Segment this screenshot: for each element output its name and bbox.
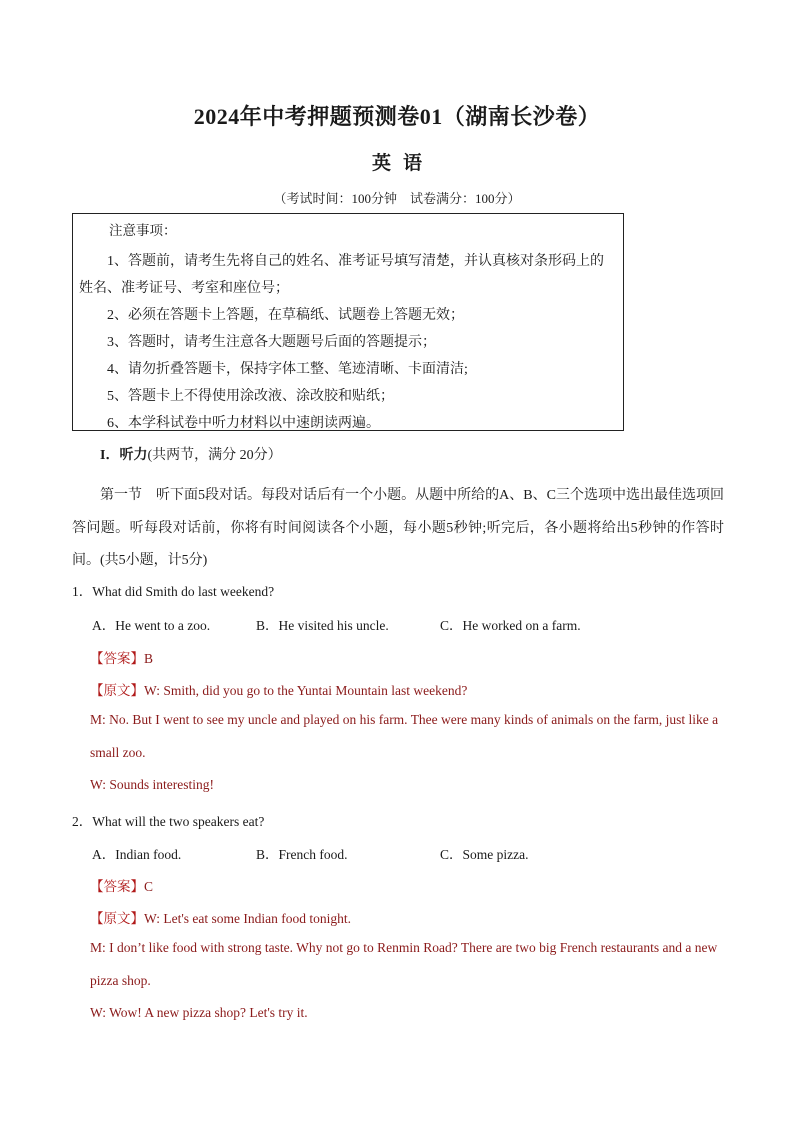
option-b: B．He visited his uncle. xyxy=(256,618,389,633)
notice-item: 6、本学科试卷中听力材料以中速朗读两遍。 xyxy=(107,416,380,431)
transcript-line: W: Wow! A new pizza shop? Let's try it. xyxy=(90,1005,308,1020)
exam-info: （考试时间：100分钟 试卷满分：100分） xyxy=(273,191,521,206)
section-name: 听力 xyxy=(119,448,148,463)
transcript-line: M: No. But I went to see my uncle and played on his farm. Thee were many kinds of animals on the farm, just like a small zoo. xyxy=(90,712,719,760)
notice-item: 1、答题前，请考生先将自己的姓名、准考证号填写清楚，并认真核对条形码上的姓名、准考证号、考室和座位号； xyxy=(79,254,604,296)
answer-label: 【答案】 xyxy=(90,879,144,894)
section-detail: (共两节，满分 20分） xyxy=(147,448,282,463)
option-a: A．He went to a zoo. xyxy=(92,618,211,633)
option-c: C．Some pizza. xyxy=(440,847,529,862)
notice-item: 4、请勿折叠答题卡，保持字体工整、笔迹清晰、卡面清洁; xyxy=(107,362,468,377)
question-stem: 1．What did Smith do last weekend? xyxy=(72,584,275,599)
section-number: I． xyxy=(100,448,120,463)
transcript-line: W: Sounds interesting! xyxy=(90,777,214,792)
notice-box xyxy=(72,213,624,431)
answer-label: 【答案】 xyxy=(90,651,144,666)
transcript-label: 【原文】 xyxy=(90,911,144,926)
page-title: 2024年中考押题预测卷01（湖南长沙卷） xyxy=(193,104,601,129)
answer-line xyxy=(90,875,153,895)
subject-heading: 英语 xyxy=(371,153,434,174)
transcript-text: W: Smith, did you go to the Yuntai Mountain last weekend? xyxy=(144,683,468,698)
answer-value: B xyxy=(144,651,154,666)
notice-item: 3、答题时，请考生注意各大题题号后面的答题提示； xyxy=(107,335,436,350)
notice-item: 2、必须在答题卡上答题，在草稿纸、试题卷上答题无效； xyxy=(107,308,464,323)
notice-item: 5、答题卡上不得使用涂改液、涂改胶和贴纸； xyxy=(107,389,394,404)
transcript-line: M: I don’t like food with strong taste. Why not go to Renmin Road? There are two big French restaurants and a new pizza shop. xyxy=(90,940,718,988)
transcript-label: 【原文】 xyxy=(90,683,144,698)
section-heading xyxy=(100,444,282,464)
answer-line xyxy=(90,647,153,667)
option-a: A．Indian food. xyxy=(92,847,182,862)
part1-instructions: 第一节 听下面5段对话。每段对话后有一个小题。从题中所给的A、B、C三个选项中选出最佳选项回答问题。听每段对话前，你将有时间阅读各个小题，每小题5秒钟;听完后，各小题将给出5秒钟的作答时间。(共5小题，计5分) xyxy=(72,488,724,568)
transcript-text: W: Let's eat some Indian food tonight. xyxy=(144,911,352,926)
question-stem: 2．What will the two speakers eat? xyxy=(72,814,265,829)
transcript-first-line xyxy=(90,907,351,927)
option-c: C．He worked on a farm. xyxy=(440,618,581,633)
option-b: B．French food. xyxy=(256,847,348,862)
answer-value: C xyxy=(144,879,154,894)
notice-title: 注意事项： xyxy=(109,223,177,238)
transcript-first-line xyxy=(90,679,467,699)
